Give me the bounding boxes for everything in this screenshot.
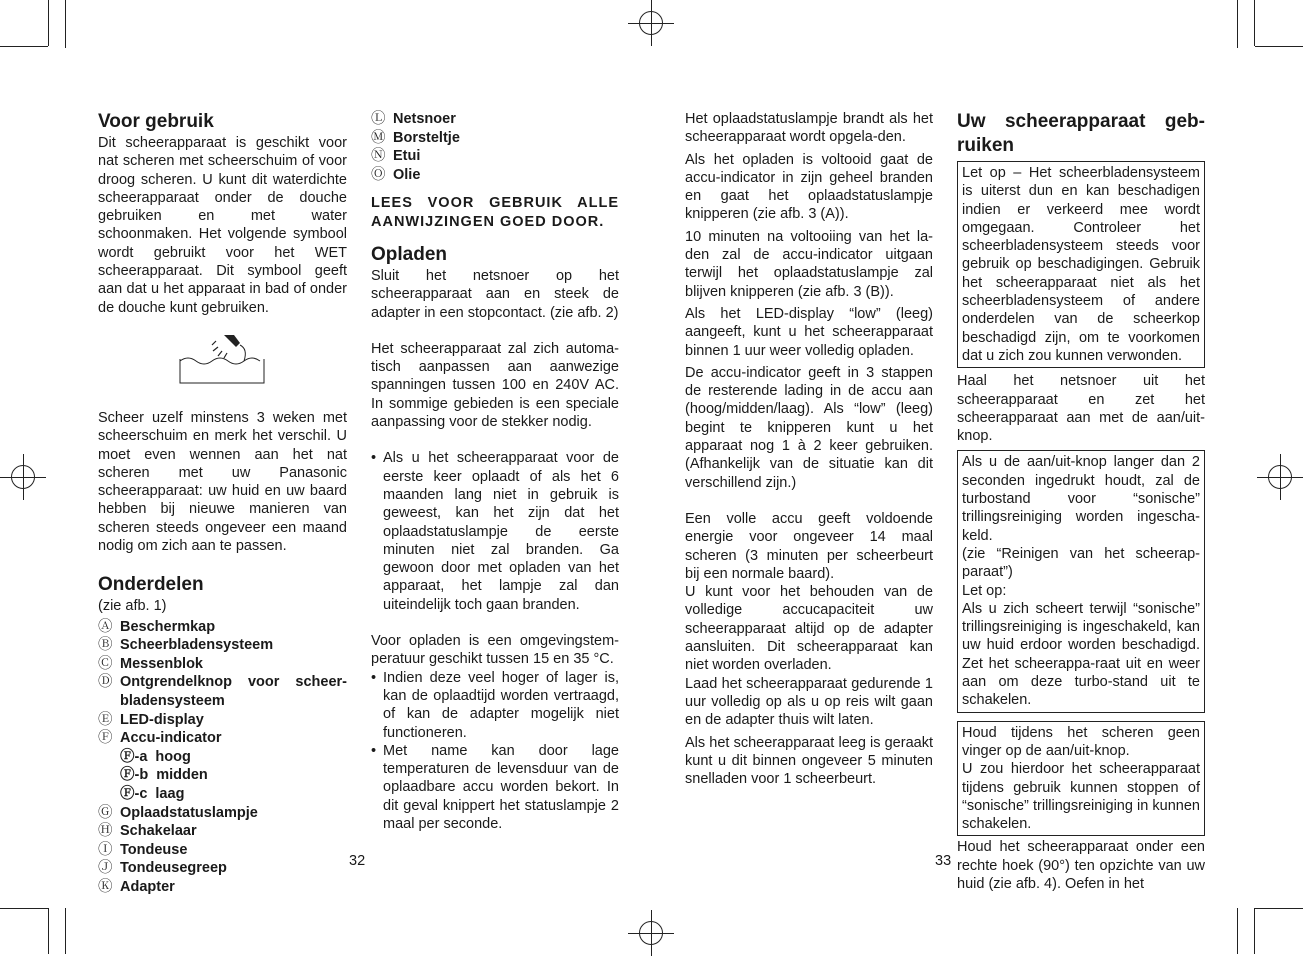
note-text: Let op: — [962, 582, 1007, 599]
crop-mark — [65, 0, 66, 48]
paragraph: Dit scheerapparaat is geschikt voor nat scheren met scheerschuim of voor droog scheren. U kunt dit waterdichte scheerapparaat onder de douche gebruiken en met water schoonmaken. Het volgende symbool wordt gebruikt voor het WET scheerapparaat. Dit symbool geeft aan dat u het apparaat in bad of onder de douche kunt gebruiken. — [98, 135, 347, 316]
list-item: Ⓒ Messenblok — [98, 655, 203, 672]
registration-mark — [1257, 454, 1303, 500]
caution-text: Let op – Het scheerbladensysteem is uiterst dun en kan beschadigen indien er verkeerd mee wordt omgegaan. Controleer het scheerbladensysteem steeds voor gebruik op beschadigingen. Gebruik het scheerapparaat niet als het scheerbladensysteem of andere onderdelen van de scheerkop beschadigd zijn, om te voorkomen dat u zich zou kunnen verwonden. — [962, 165, 1200, 364]
column-3 — [685, 110, 933, 788]
paragraph: Voor opladen is een omgevingstem-peratuur geschikt tussen 15 en 35 °C. — [371, 633, 619, 668]
parts-list — [98, 618, 347, 897]
registration-mark — [628, 910, 674, 956]
paragraph: Haal het netsnoer uit het scheerapparaat en zet het scheerapparaat aan met de aan/uit-knop. — [957, 373, 1205, 445]
crop-mark — [1254, 0, 1255, 46]
list-item: Ⓞ Olie — [371, 166, 421, 183]
registration-mark — [0, 454, 46, 500]
list-item: Ⓐ Beschermkap — [98, 618, 216, 635]
section-title-voor-gebruik: Voor gebruik — [98, 111, 214, 132]
crop-mark — [48, 0, 49, 46]
paragraph: Laad het scheerapparaat gedurende 1 uur volledig op als u op reis wilt gaan en de adapter thuis wilt laten. — [685, 675, 933, 729]
parts-list-continued — [371, 110, 619, 184]
list-item: Ⓗ Schakelaar — [98, 823, 197, 840]
list-item: • Als u het scheerapparaat voor de eerste keer oplaadt of als het 6 maanden lang niet in gebruik is geweest, kan het zijn dat het oplaadstatuslampje de eerste minuten niet zal branden. Ga gewoon door met opladen van het apparaat, het lampje zal dan uiteindelijk toch gaan branden. — [371, 449, 619, 614]
column-2 — [371, 110, 619, 833]
list-item: Ⓕ-c laag — [120, 785, 185, 802]
note-box — [957, 450, 1205, 712]
crop-mark — [65, 908, 66, 954]
paragraph: Sluit het netsnoer op het scheerapparaat aan en steek de adapter in een stopcontact. (zie afb. 2) — [371, 267, 619, 321]
crop-mark — [1255, 908, 1303, 909]
figure-reference: (zie afb. 1) — [98, 598, 167, 615]
list-item: Ⓜ Borsteltje — [371, 129, 460, 146]
list-item: Ⓚ Adapter — [98, 878, 175, 895]
crop-mark — [0, 908, 48, 909]
crop-mark — [1255, 46, 1303, 47]
list-item: Ⓓ Ontgrendelknop voor scheer-bladensysteem — [98, 674, 347, 710]
list-item: • Indien deze veel hoger of lager is, kan de oplaadtijd worden vertraagd, of kan de adapter mogelijk niet functioneren. — [371, 669, 619, 742]
list-item: Ⓑ Scheerbladensysteem — [98, 637, 274, 654]
paragraph: U kunt voor het behouden van de volledige accucapaciteit uw scheerapparaat altijd op de adapter aansluiten. Dit scheerapparaat kan niet worden overladen. — [685, 584, 933, 674]
page-number: 32 — [349, 853, 366, 869]
note-text: Als u de aan/uit-knop langer dan 2 seconden ingedrukt houdt, zal de turbostand voor “sonische” trillingsreiniging worden ingescha-keld. — [962, 454, 1200, 544]
crop-mark — [48, 908, 49, 954]
paragraph: Als het LED-display “low” (leeg) aangeeft, kunt u het scheerapparaat binnen 1 uur weer volledig opladen. — [685, 305, 933, 359]
list-item: Ⓙ Tondeusegreep — [98, 860, 227, 877]
list-item: Ⓔ LED-display — [98, 711, 204, 728]
paragraph: Het oplaadstatuslampje brandt als het scheerapparaat wordt opgela-den. — [685, 111, 933, 146]
column-1 — [98, 110, 347, 897]
column-4 — [957, 110, 1205, 893]
caution-box — [957, 161, 1205, 368]
crop-mark — [1254, 908, 1255, 954]
list-item: • Met name kan door lage temperaturen de levensduur van de oplaadbare accu worden bekort. In dit geval knippert het statuslampje 2 maal per seconde. — [371, 742, 619, 833]
list-item: Ⓛ Netsnoer — [371, 111, 456, 127]
section-title-onderdelen: Onderdelen — [98, 574, 204, 596]
note-box — [957, 721, 1205, 837]
paragraph: 10 minuten na voltooiing van het la-den zal de accu-indicator uitgaan terwijl het oplaadstatuslampje zal blijven knipperen (zie afb. 3 (B)). — [685, 228, 933, 300]
list-item: Ⓕ Accu-indicator — [98, 730, 222, 747]
list-item: Ⓕ-b midden — [120, 767, 208, 784]
crop-mark — [0, 46, 48, 47]
crop-mark — [1237, 0, 1238, 48]
paragraph: Als het opladen is voltooid gaat de accu-indicator in zijn geheel branden en gaat het oplaadstatuslampje knipperen (zie afb. 3 (A)). — [685, 151, 933, 223]
section-title-gebruiken: Uw scheerapparaat geb-ruiken — [957, 111, 1205, 156]
page-number: 33 — [935, 853, 952, 869]
crop-mark — [1237, 908, 1238, 954]
paragraph: Een volle accu geeft voldoende energie voor ongeveer 14 maal scheren (3 minuten per scheerbeurt bij een normale baard). — [685, 510, 933, 582]
paragraph: Scheer uzelf minstens 3 weken met scheerschuim en merk het verschil. U moet even wennen aan het nat scheren met uw Panasonic scheerapparaat: uw huid en uw baard hebben bij nieuwe manieren van scheren steeds ongeveer een maand nodig om zich aan te passen. — [98, 409, 347, 555]
list-item: Ⓕ-a hoog — [120, 748, 191, 765]
paragraph: Het scheerapparaat zal zich automa-tisch aanpassen aan aanwezige spanningen tussen 100 en 240V AC. In sommige gebieden is een speciale aanpassing voor de stekker nodig. — [371, 340, 619, 431]
warning-text: LEES VOOR GEBRUIK ALLE AANWIJZINGEN GOED DOOR. — [371, 195, 619, 230]
note-text: (zie “Reinigen van het scheerap-paraat”) — [962, 545, 1200, 581]
paragraph: Houd het scheerapparaat onder een rechte hoek (90°) ten opzichte van uw huid (zie afb. 4). Oefen in het — [957, 839, 1205, 892]
note-text: Houd tijdens het scheren geen vinger op de aan/uit-knop. — [962, 724, 1200, 759]
note-text: Als u zich scheert terwijl “sonische” trillingsreiniging is ingeschakeld, kan uw huid erdoor worden beschadigd. Zet het scheerappa-raat uit en weer aan om deze turbo-stand uit te schakelen. — [962, 600, 1200, 709]
note-text: U zou hierdoor het scheerapparaat tijdens gebruik kunnen stoppen of “sonische” trillingsreiniging in kunnen schakelen. — [962, 761, 1200, 833]
paragraph: Als het scheerapparaat leeg is geraakt kunt u dit binnen ongeveer 5 minuten snelladen voor 1 scheerbeurt. — [685, 734, 933, 788]
bullet-list — [371, 449, 619, 614]
list-item: Ⓘ Tondeuse — [98, 841, 188, 858]
list-item: Ⓝ Etui — [371, 148, 421, 165]
section-title-opladen: Opladen — [371, 243, 448, 265]
bullet-list — [371, 669, 619, 834]
registration-mark — [628, 0, 674, 46]
wet-symbol-icon — [98, 317, 347, 409]
list-item: Ⓖ Oplaadstatuslampje — [98, 804, 258, 821]
paragraph: De accu-indicator geeft in 3 stappen de resterende lading in de accu aan (hoog/midden/laag). Als “low” (leeg) begint te knipperen kunt u het apparaat nog 1 à 2 keer gebruiken. (Afhankelijk van de situatie kan dit verschillend zijn.) — [685, 364, 933, 491]
